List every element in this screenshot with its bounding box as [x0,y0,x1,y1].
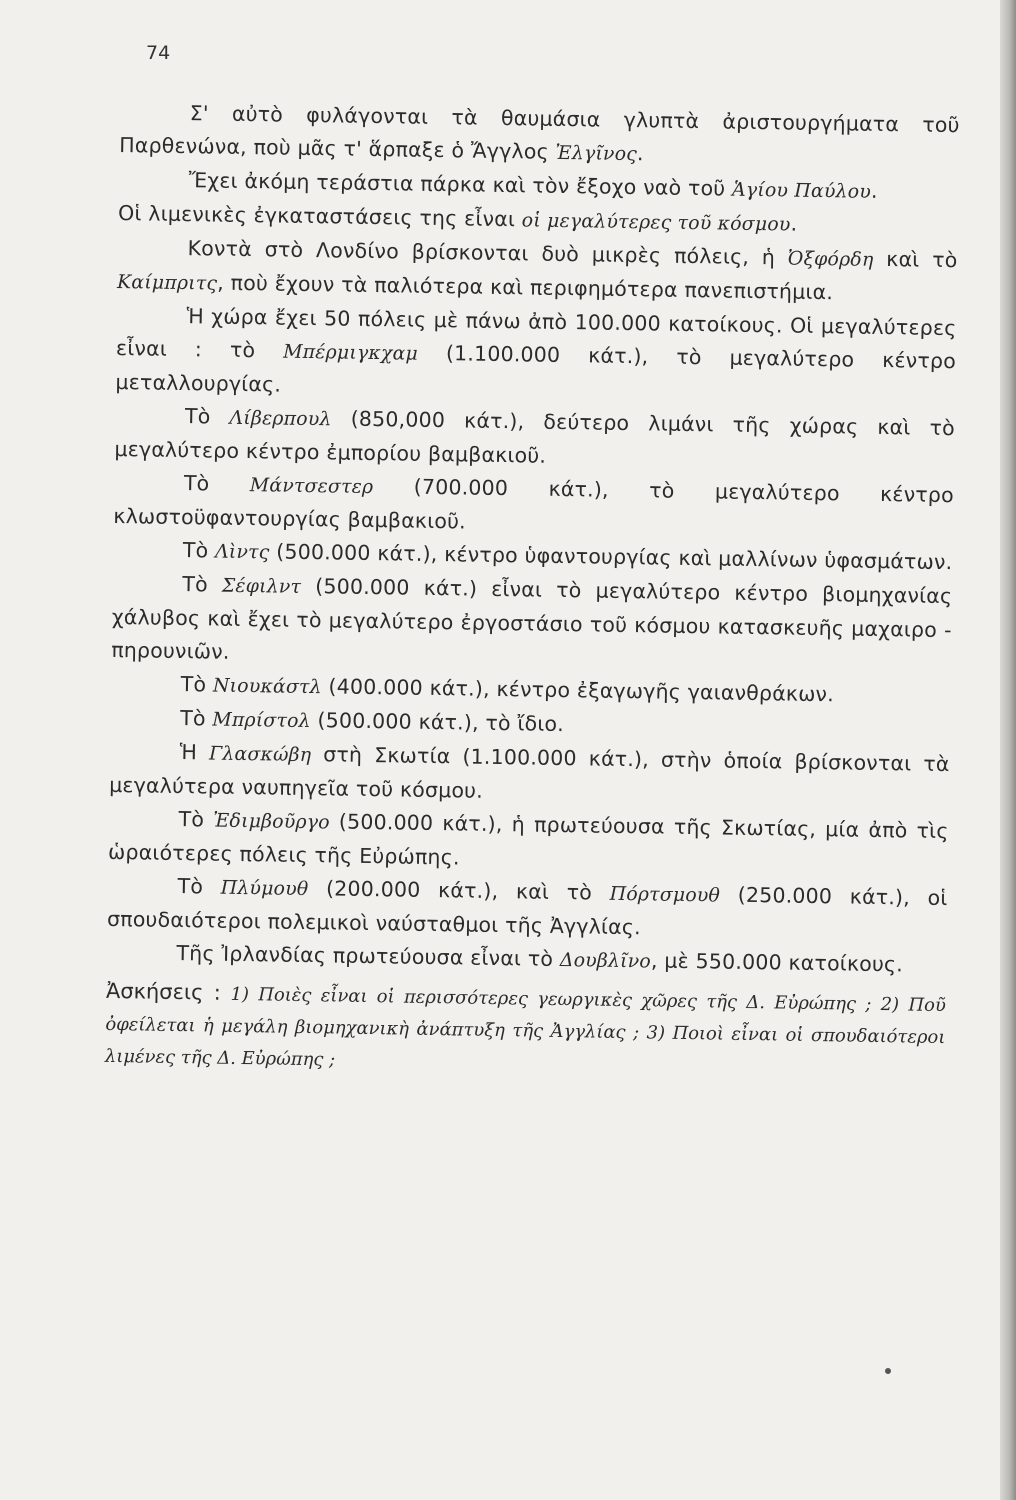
italic-name: Μπρίστολ [212,708,311,733]
text-run: (500.000 κάτ.), ἡ πρωτεύουσα τῆς Σκωτίας, μία ἀπὸ τὶς ὡραιότερες πόλεις τῆς Εὐρώπης. [107,809,949,870]
text-run: (500.000 κάτ.), κέντρο ὑφαντουργίας καὶ μαλλίνων ὑφασμάτων. [269,539,953,575]
italic-name: Καίμπριτς [116,270,218,295]
paragraph [111,567,952,680]
text-run: , ποὺ ἔχουν τὰ παλιότερα καὶ περιφημότερα πανεπιστήμια. [217,270,834,305]
text-run: Τὸ [183,471,251,497]
text-run: (400.000 κάτ.), κέντρο ἐξαγωγῆς γαιανθράκων. [321,674,835,707]
text-run: Τὸ [177,874,221,899]
text-run: καὶ τὸ [873,246,958,273]
text-run: Τὸ [180,672,214,697]
text-run: στὴ Σκωτία (1.100.000 κάτ.), στὴν ὁποία βρίσκονται τὰ μεγαλύτερα ναυπηγεῖα τοῦ κόσμου. [108,742,950,803]
italic-name: Πόρτσμουθ [609,882,721,907]
text-run: Οἱ λιμενικὲς ἐγκαταστάσεις της εἶναι [117,200,522,232]
text-run: Τὸ [180,706,213,731]
italic-name: Ἐδιμβοῦργο [213,809,330,834]
italic-name: Ἐλγῖνος [555,141,638,166]
body-text [104,96,960,1105]
italic-name: Λίβερπουλ [229,406,332,431]
text-run: (500.000 κάτ.), τὸ ἴδιο. [310,708,565,737]
italic-name: Μάντσεστερ [249,474,374,499]
italic-name: Πλύμουθ [220,876,309,901]
italic-name: Ὀξφόρδη [787,247,874,271]
exercises-questions: 1) Ποιὲς εἶναι οἱ περισσότερες γεωργικὲς χῶρες τῆς Δ. Εὐρώπης ; 2) Ποῦ ὀφείλεται ἡ μεγάλη βιομηχανικὴ ἀνάπτυξη τῆς Ἀγγλίας ; 3) Ποιοὶ εἶναι οἱ σπουδαιότεροι λιμένες τῆς Δ. Εὐρώπης ; [104,983,946,1071]
italic-name: Γλασκώβη [208,742,312,767]
text-run: . [790,211,798,236]
text-run: . [870,178,878,203]
paragraph [115,299,956,412]
italic-name: Δουβλῖνο [559,949,652,973]
italic-name: Λὶντς [214,540,270,564]
italic-phrase: οἱ μεγαλύτερες τοῦ κόσμου [521,209,791,236]
text-run: (250.000 κάτ.), οἱ σπουδαιότεροι πολεμικοὶ ναύσταθμοι τῆς Ἀγγλίας. [106,882,948,940]
text-run: Τὸ [182,572,223,597]
page-number: 74 [146,42,171,64]
italic-name: Μπέρμιγκχαμ [283,340,419,365]
text-run: Τὸ [184,404,230,429]
text-run: Ἔχει ἀκόμη τεράστια πάρκα καὶ τὸν ἔξοχο ναὸ τοῦ [188,168,733,201]
text-run: (200.000 κάτ.), καὶ τὸ [308,876,610,905]
text-run: Τῆς Ἰρλανδίας πρωτεύουσα εἶναι τὸ [176,940,561,972]
italic-name: Νιουκάστλ [212,674,322,699]
text-run: Ἡ [179,740,210,765]
italic-name: Σέφιλντ [221,574,302,598]
text-run: (1.100.000 κάτ.), τὸ μεγαλύτερο κέντρο μεταλλουργίας. [115,340,957,397]
text-run: (850,000 κάτ.), δεύτερο λιμάνι τῆς χώρας καὶ τὸ μεγαλύτερο κέντρο ἐμπορίου βαμβακιοῦ. [114,406,956,468]
exercises [105,976,946,1085]
text-run: Σ' αὐτὸ φυλάγονται τὰ θαυμάσια γλυπτὰ ἀριστουργήματα τοῦ Παρθενώνα, ποὺ μᾶς τ' ἅρπαξε ὁ Ἄγγλος [119,101,960,164]
text-run: (700.000 κάτ.), τὸ μεγαλύτερο κέντρο κλωστοϋφαντουργίας βαμβακιοῦ. [113,474,955,534]
text-run: , μὲ 550.000 κατοίκους. [650,948,904,977]
text-run: Ἡ χώρα ἔχει 50 πόλεις μὲ πάνω ἀπὸ 100.000 κατοίκους. Οἱ μεγαλύτερες εἶναι : τὸ [115,304,957,363]
text-run: Τὸ [182,538,216,563]
exercises-label: Ἀσκήσεις : [105,978,221,1005]
text-run: Τὸ [178,807,214,832]
italic-name: Ἁγίου Παύλου [731,178,872,203]
ink-dot [885,1368,891,1374]
text-run: . [636,141,644,166]
text-run: (500.000 κάτ.) εἶναι τὸ μεγαλύτερο κέντρο βιομηχανίας χάλυβος καὶ ἔχει τὸ μεγαλύτερο ἐργοστάσιο τοῦ κόσμου κατασκευῆς μαχαιρο - πηρουνιῶν. [111,573,953,664]
text-run: Κοντὰ στὸ Λονδίνο βρίσκονται δυὸ μικρὲς πόλεις, ἡ [187,236,789,270]
book-spine-shadow [1000,0,1016,1500]
